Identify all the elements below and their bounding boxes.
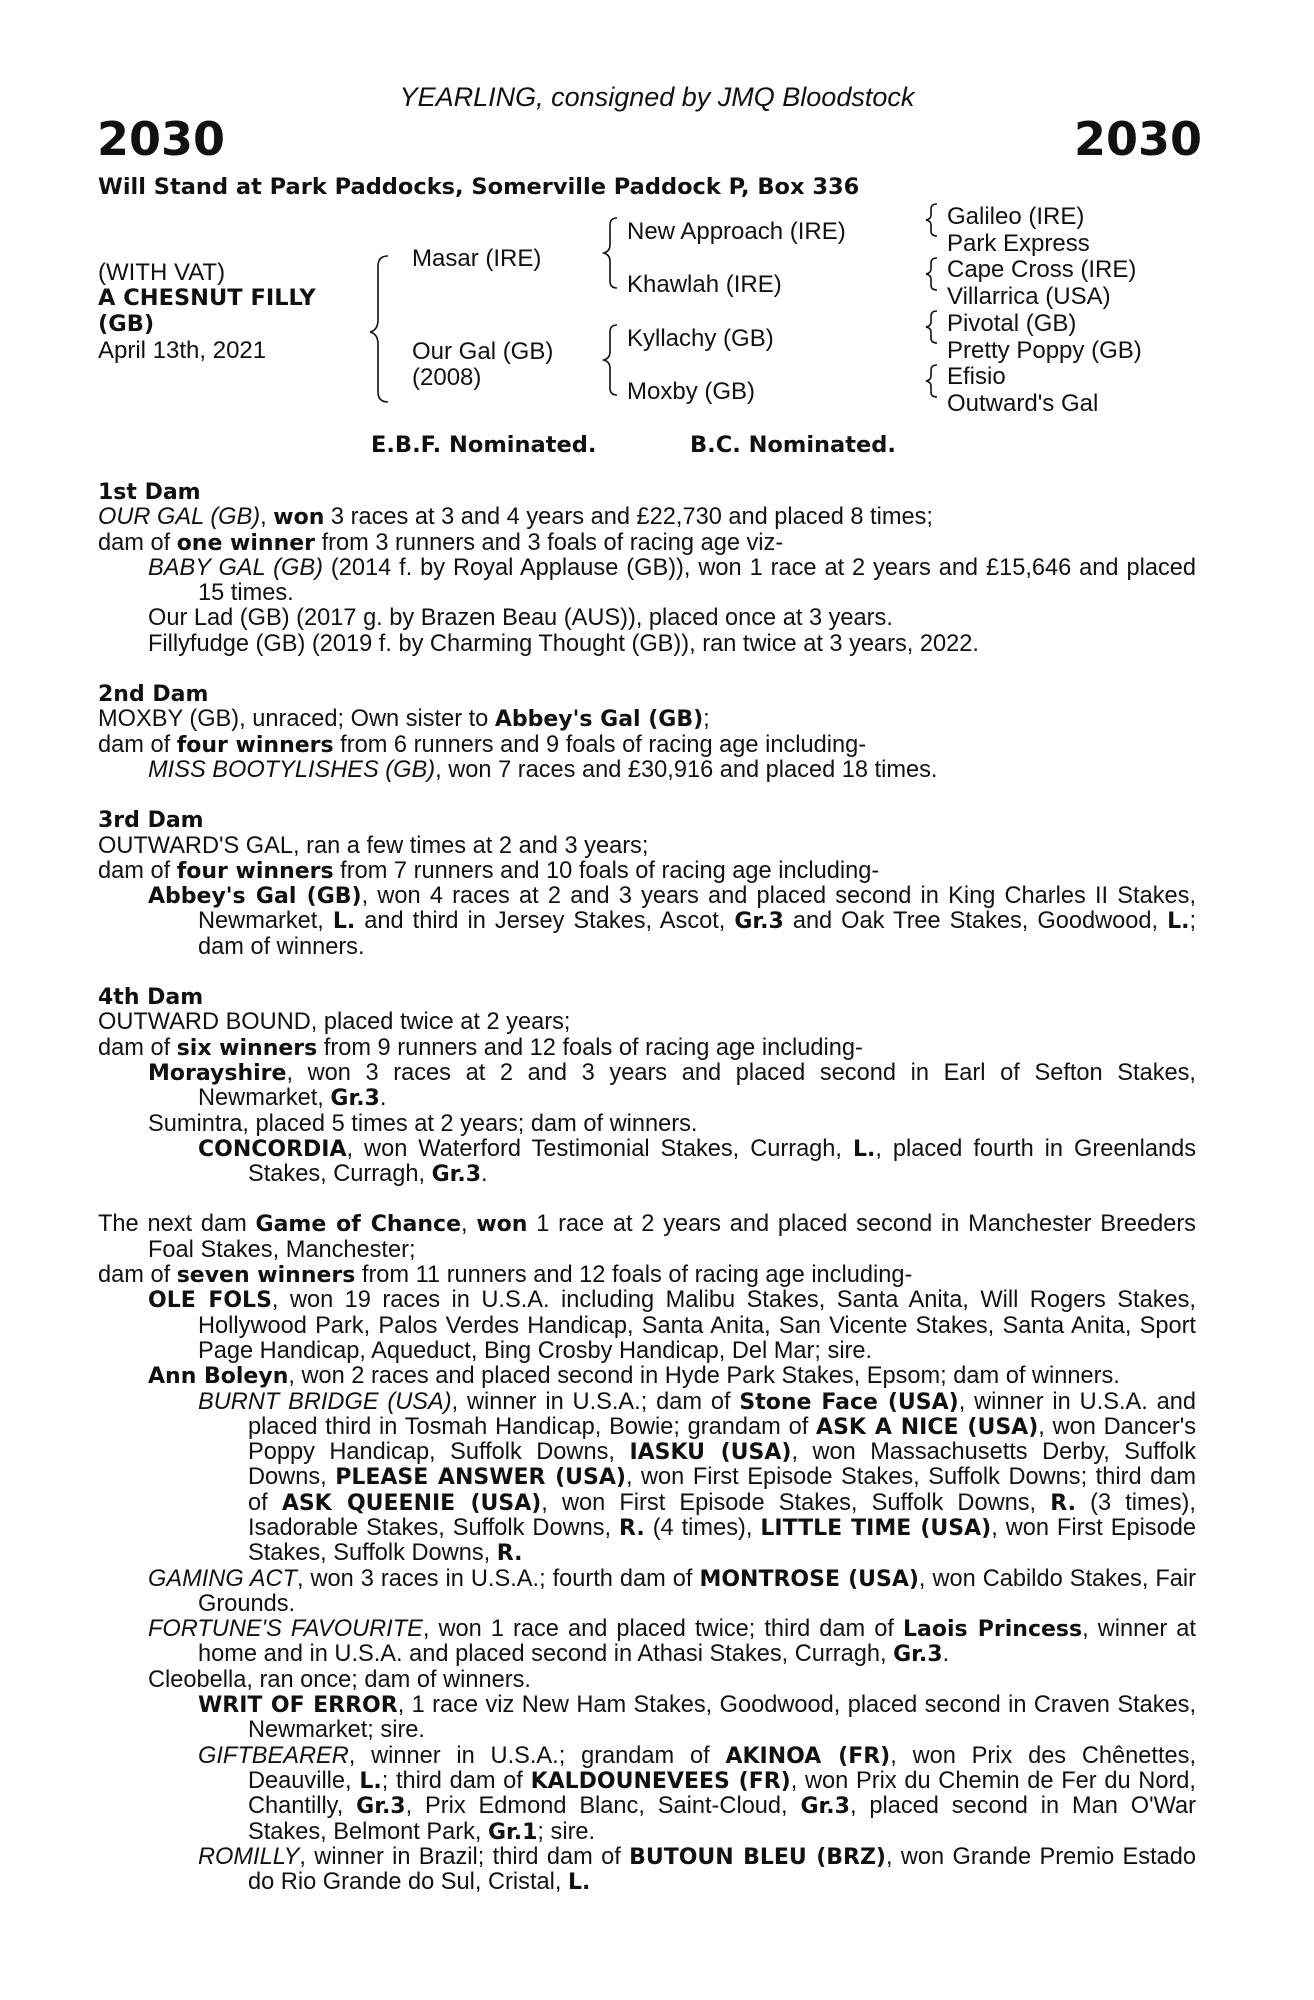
pedigree-brackets (0, 0, 1314, 420)
lot-number-left: 2030 (97, 112, 226, 166)
consignment-line: YEARLING, consigned by JMQ Bloodstock (399, 82, 915, 112)
gen3-4: Villarrica (USA) (947, 283, 1111, 310)
first-dam-line: OUR GAL (GB), won 3 races at 3 and 4 years and £22,730 and placed 8 times; (98, 504, 933, 531)
next-dam-foal-1: OLE FOLS, won 19 races in U.S.A. including Malibu Stakes, Santa Anita, Will Rogers Stakes, Hollywood Park, Palos Verdes Handicap, Santa Anita, San Vicente Stakes, Santa Anita, Sport Page Handicap, Aqueduct, Bing Crosby Handicap, Del Mar; sire. (148, 1287, 1196, 1364)
first-dam-foal-2: Our Lad (GB) (2017 g. by Brazen Beau (AUS)), placed once at 3 years. (148, 605, 893, 632)
dam-dam: Moxby (GB) (627, 378, 756, 405)
second-dam-heading: 2nd Dam (98, 682, 209, 708)
vat-note: (WITH VAT) (98, 259, 226, 286)
third-dam-heading: 3rd Dam (98, 808, 204, 834)
bc-nomination: B.C. Nominated. (690, 432, 896, 458)
brace-g3 (926, 311, 937, 343)
stabling-location: Will Stand at Park Paddocks, Somerville Paddock P, Box 336 (98, 174, 860, 200)
pedigree-table (0, 0, 1314, 420)
brace-g2 (926, 258, 937, 290)
brace-dam (604, 325, 617, 395)
fourth-dam-grandfoal-1: CONCORDIA, won Waterford Testimonial Stakes, Curragh, L., placed fourth in Greenlands Stakes, Curragh, Gr.3. (198, 1135, 1196, 1188)
ebf-nomination: E.B.F. Nominated. (371, 432, 597, 458)
dam-sire: Kyllachy (GB) (627, 325, 774, 352)
produce-record (98, 480, 1196, 1895)
first-dam-foal-3: Fillyfudge (GB) (2019 f. by Charming Thought (GB)), ran twice at 3 years, 2022. (148, 630, 979, 657)
fourth-dam-heading: 4th Dam (98, 985, 204, 1011)
next-dam-produce: dam of seven winners from 11 runners and 12 foals of racing age including- (98, 1262, 913, 1289)
first-dam-heading: 1st Dam (98, 480, 201, 505)
gen3-5: Pivotal (GB) (947, 310, 1077, 337)
gen3-8: Outward's Gal (947, 390, 1099, 417)
second-dam-foal-1: MISS BOOTYLISHES (GB), won 7 races and £30,916 and placed 18 times. (148, 756, 938, 783)
next-dam-grandfoal-1: BURNT BRIDGE (USA), winner in U.S.A.; dam of Stone Face (USA), winner in U.S.A. and placed third in Tosmah Handicap, Bowie; grandam of ASK A NICE (USA), won Dancer's Poppy Handicap, Suffolk Downs, IASKU (USA), won Massachusetts Derby, Suffolk Downs, PLEASE ANSWER (USA), won First Episode Stakes, Suffolk Downs; third dam of ASK QUEENIE (USA), won First Episode Stakes, Suffolk Downs, R. (3 times), Isadorable Stakes, Suffolk Downs, R. (4 times), LITTLE TIME (USA), won First Episode Stakes, Suffolk Downs, R. (198, 1388, 1197, 1567)
foaling-date: April 13th, 2021 (98, 337, 267, 364)
third-dam-foal-1: Abbey's Gal (GB), won 4 races at 2 and 3 years and placed second in King Charles II Stakes, Newmarket, L. and third in Jersey Stakes, Ascot, Gr.3 and Oak Tree Stakes, Goodwood, L.; dam of winners. (148, 883, 1197, 960)
second-dam-produce: dam of four winners from 6 runners and 9 foals of racing age including- (98, 731, 867, 758)
dam: Our Gal (GB) (412, 338, 554, 365)
brace-g4 (926, 365, 937, 397)
next-dam-grandfoal-4: WRIT OF ERROR, 1 race viz New Ham Stakes, Goodwood, placed second in Craven Stakes, Newmarket; sire. (198, 1692, 1197, 1744)
next-dam-foal-3: Cleobella, ran once; dam of winners. (148, 1666, 531, 1693)
next-dam-grandfoal-2: GAMING ACT, won 3 races in U.S.A.; fourth dam of MONTROSE (USA), won Cabildo Stakes, Fair Grounds. (148, 1565, 1196, 1617)
sire: Masar (IRE) (412, 245, 542, 272)
second-dam-line: MOXBY (GB), unraced; Own sister to Abbey's Gal (GB); (98, 706, 710, 733)
fourth-dam-foal-1: Morayshire, won 3 races at 2 and 3 years and placed second in Earl of Sefton Stakes, Newmarket, Gr.3. (148, 1059, 1196, 1112)
gen3-6: Pretty Poppy (GB) (947, 337, 1142, 364)
horse-name: A CHESNUT FILLY (98, 285, 316, 311)
horse-origin: (GB) (98, 311, 155, 337)
brace-g1 (926, 204, 937, 236)
gen3-3: Cape Cross (IRE) (947, 256, 1137, 283)
next-dam-grandfoal-5: GIFTBEARER, winner in U.S.A.; grandam of AKINOA (FR), won Prix des Chênettes, Deauville, L.; third dam of KALDOUNEVEES (FR), won Prix du Chemin de Fer du Nord, Chantilly, Gr.3, Prix Edmond Blanc, Saint-Cloud, Gr.3, placed second in Man O'War Stakes, Belmont Park, Gr.1; sire. (198, 1742, 1197, 1845)
next-dam-grandfoal-6: ROMILLY, winner in Brazil; third dam of BUTOUN BLEU (BRZ), won Grande Premio Estado do Rio Grande do Sul, Cristal, L. (198, 1843, 1196, 1896)
next-dam-foal-2: Ann Boleyn, won 2 races and placed second in Hyde Park Stakes, Epsom; dam of winners. (148, 1363, 1120, 1390)
next-dam-line: The next dam Game of Chance, won 1 race at 2 years and placed second in Manchester Breeders Foal Stakes, Manchester; (98, 1211, 1196, 1263)
gen3-1: Galileo (IRE) (947, 203, 1085, 230)
dam-year: (2008) (412, 364, 482, 391)
brace-main (370, 256, 388, 402)
fourth-dam-foal-2: Sumintra, placed 5 times at 2 years; dam of winners. (148, 1110, 698, 1137)
brace-sire (604, 218, 617, 288)
first-dam-produce: dam of one winner from 3 runners and 3 foals of racing age viz- (98, 529, 784, 556)
next-dam-grandfoal-3: FORTUNE'S FAVOURITE, won 1 race and placed twice; third dam of Laois Princess, winner at home and in U.S.A. and placed second in Athasi Stakes, Curragh, Gr.3. (148, 1616, 1196, 1668)
lot-number-right: 2030 (1073, 112, 1202, 166)
gen3-7: Efisio (947, 363, 1006, 390)
sire-dam: Khawlah (IRE) (627, 271, 782, 298)
gen3-2: Park Express (947, 230, 1090, 257)
third-dam-produce: dam of four winners from 7 runners and 10 foals of racing age including- (98, 857, 880, 884)
fourth-dam-line: OUTWARD BOUND, placed twice at 2 years; (98, 1009, 571, 1036)
fourth-dam-produce: dam of six winners from 9 runners and 12 foals of racing age including- (98, 1034, 863, 1061)
sire-sire: New Approach (IRE) (627, 218, 846, 245)
first-dam-foal-1: BABY GAL (GB) (2014 f. by Royal Applause (GB)), won 1 race at 2 years and £15,646 and placed 15 times. (148, 554, 1196, 607)
third-dam-line: OUTWARD'S GAL, ran a few times at 2 and 3 years; (98, 832, 649, 859)
